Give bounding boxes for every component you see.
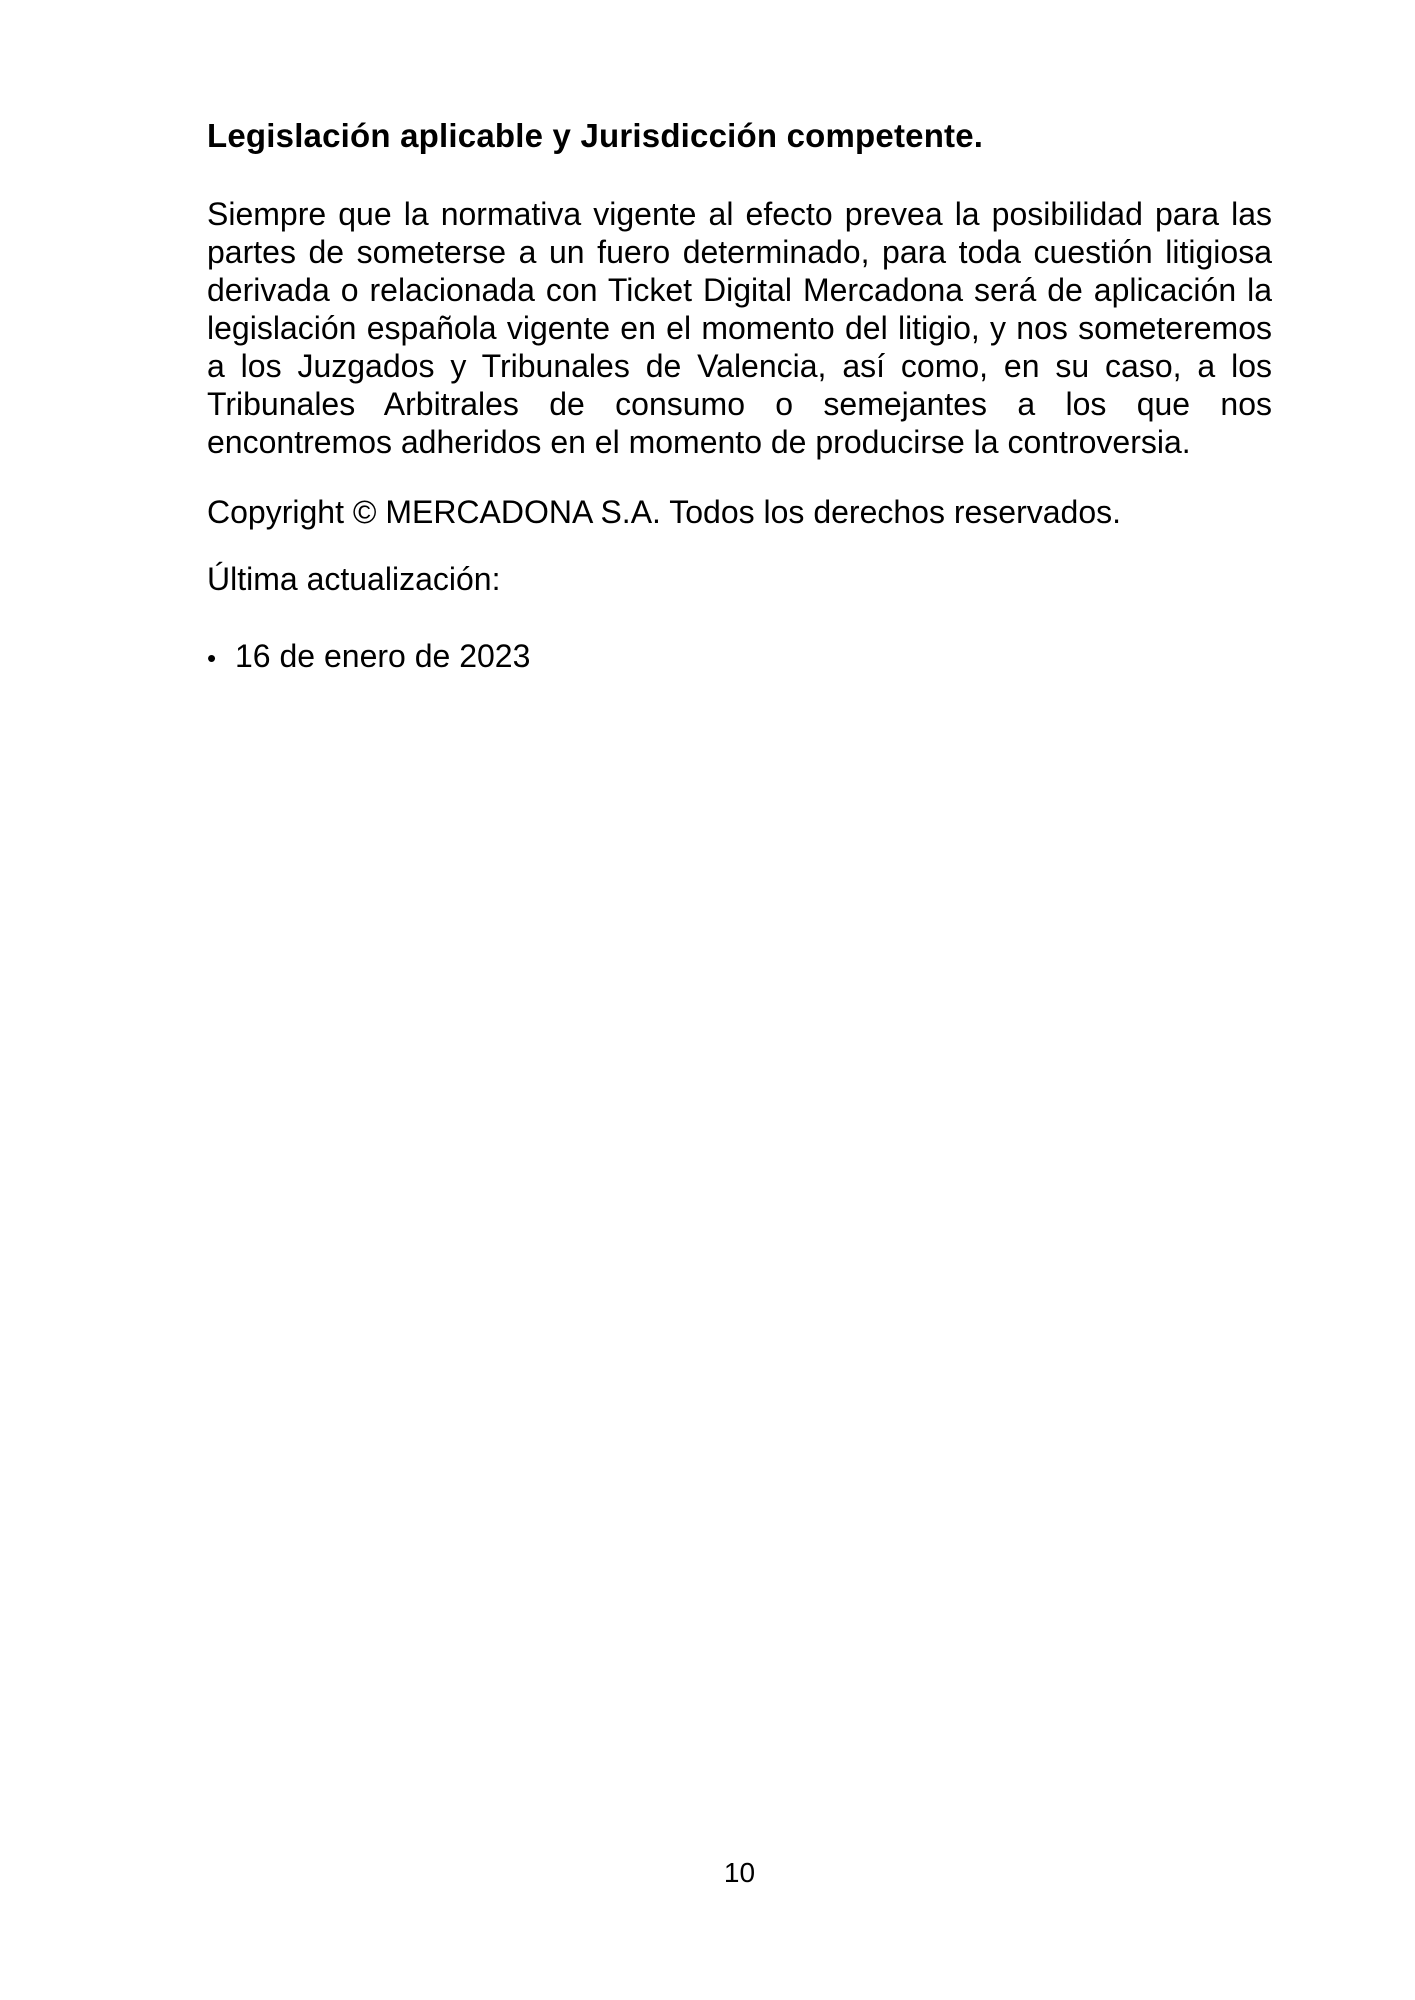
paragraph-line: Tribunales Arbitrales de consumo o semejantes a los que nos xyxy=(207,386,1272,422)
update-list xyxy=(207,637,1272,677)
bullet-icon: • xyxy=(207,643,217,673)
last-update-label: Última actualización: xyxy=(207,561,501,597)
paragraph-line: a los Juzgados y Tribunales de Valencia, así como, en su caso, a los xyxy=(207,348,1272,384)
paragraph-line: encontremos adheridos en el momento de producirse la controversia. xyxy=(207,424,1191,460)
paragraph-line: legislación española vigente en el momento del litigio, y nos someteremos xyxy=(207,310,1272,346)
page-number: 10 xyxy=(723,1857,756,1888)
paragraph-line: Siempre que la normativa vigente al efecto prevea la posibilidad para las xyxy=(207,196,1272,232)
copyright-line: Copyright © MERCADONA S.A. Todos los derechos reservados. xyxy=(207,494,1122,530)
document-content xyxy=(207,116,1272,677)
paragraph-line: partes de someterse a un fuero determinado, para toda cuestión litigiosa xyxy=(207,234,1272,270)
list-item xyxy=(207,637,1272,677)
update-date: 16 de enero de 2023 xyxy=(235,638,531,674)
body-paragraph xyxy=(207,195,1272,461)
paragraph-line: derivada o relacionada con Ticket Digital Mercadona será de aplicación la xyxy=(207,272,1272,308)
page-title: Legislación aplicable y Jurisdicción competente. xyxy=(207,117,984,154)
